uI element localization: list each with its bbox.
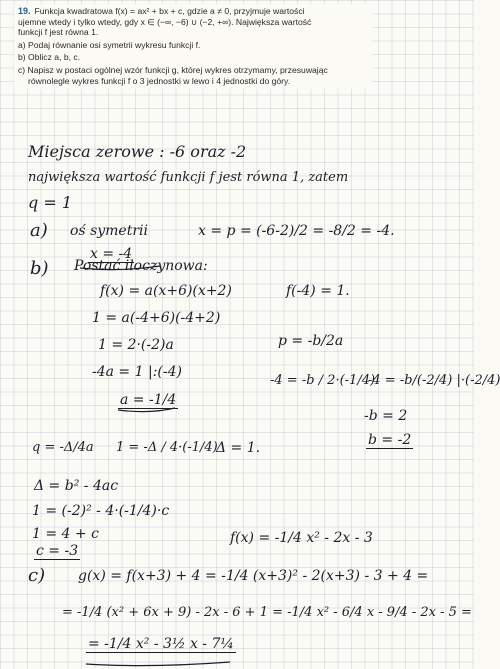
hw-delta-value: Δ = 1. xyxy=(216,440,261,456)
hw-b-line-4: -4a = 1 |:(-4) xyxy=(92,364,182,380)
hw-q-formula: q = -Δ/4a xyxy=(32,440,94,455)
hw-vertex-step: -4 = -b/(-2/4) |·(-2/4) xyxy=(368,373,500,388)
hw-factored-title: Postać iloczynowa: xyxy=(74,258,208,274)
hw-part-c-label: c) xyxy=(28,565,46,586)
hw-g-line-2: = -1/4 (x² + 6x + 9) - 2x - 6 + 1 = -1/4 x² - 6/4 x - 9/4 - 2x - 5 = xyxy=(62,605,472,620)
hw-b-result: b = -2 xyxy=(368,432,412,448)
hw-axis-equation: x = p = (-6-2)/2 = -8/2 = -4. xyxy=(198,223,395,239)
task-line-3: funkcji f jest równa 1. xyxy=(18,27,99,38)
task-part-b: b) Oblicz a, b, c. xyxy=(18,52,81,63)
hw-vertex-formula: p = -b/2a xyxy=(278,333,344,349)
hw-zeros: Miejsca zerowe : -6 oraz -2 xyxy=(28,142,247,161)
task-part-a: a) Podaj równanie osi symetrii wykresu funkcji f. xyxy=(18,39,201,50)
hw-q-value: q = 1 xyxy=(28,193,72,212)
hw-minus-b: -b = 2 xyxy=(364,408,408,424)
task-line-2: ujemne wtedy i tylko wtedy, gdy x ∈ (−∞, −6) ∪ (−2, +∞). Największa wartość xyxy=(18,16,312,27)
hw-part-b-label: b) xyxy=(30,258,49,279)
hw-b-line-1-right: f(-4) = 1. xyxy=(286,283,350,299)
hw-g-line-3: = -1/4 x² - 3½ x - 7¼ xyxy=(88,636,234,652)
hw-axis-title: oś symetrii xyxy=(70,223,148,239)
hw-delta-substitution: 1 = (-2)² - 4·(-1/4)·c xyxy=(32,503,170,519)
hw-axis-result: x = -4 xyxy=(90,246,133,262)
hw-vertex-substitution: -4 = -b / 2·(-1/4) xyxy=(270,373,376,388)
hw-b-line-3: 1 = 2·(-2)a xyxy=(98,337,174,353)
hw-delta-formula: Δ = b² - 4ac xyxy=(34,478,119,494)
hw-g-line-1: g(x) = f(x+3) + 4 = -1/4 (x+3)² - 2(x+3) - 3 + 4 = xyxy=(78,568,429,584)
hw-max-value: największa wartość funkcji f jest równa 1, zatem xyxy=(28,170,349,185)
hw-f-formula: f(x) = -1/4 x² - 2x - 3 xyxy=(230,530,373,546)
task-number: 19. xyxy=(18,6,31,16)
task-part-c: c) Napisz w postaci ogólnej wzór funkcji g, której wykres otrzymamy, przesuwając xyxy=(18,64,328,75)
hw-c-result: c = -3 xyxy=(36,543,79,559)
hw-b-line-2: 1 = a(-4+6)(-4+2) xyxy=(92,310,221,326)
hw-a-result: a = -1/4 xyxy=(120,392,177,408)
task-line-1: Funkcja kwadratowa f(x) = ax² + bx + c, gdzie a ≠ 0, przyjmuje wartości xyxy=(34,6,305,16)
hw-b-line-1: f(x) = a(x+6)(x+2) xyxy=(100,283,232,299)
hw-c-equation: 1 = 4 + c xyxy=(32,526,99,542)
hw-q-substitution: 1 = -Δ / 4·(-1/4) xyxy=(116,440,218,455)
task-part-c-cont: równolegle wykres funkcji f o 3 jednostki w lewo i 4 jednostki do góry. xyxy=(28,75,291,86)
hw-part-a-label: a) xyxy=(30,220,48,241)
